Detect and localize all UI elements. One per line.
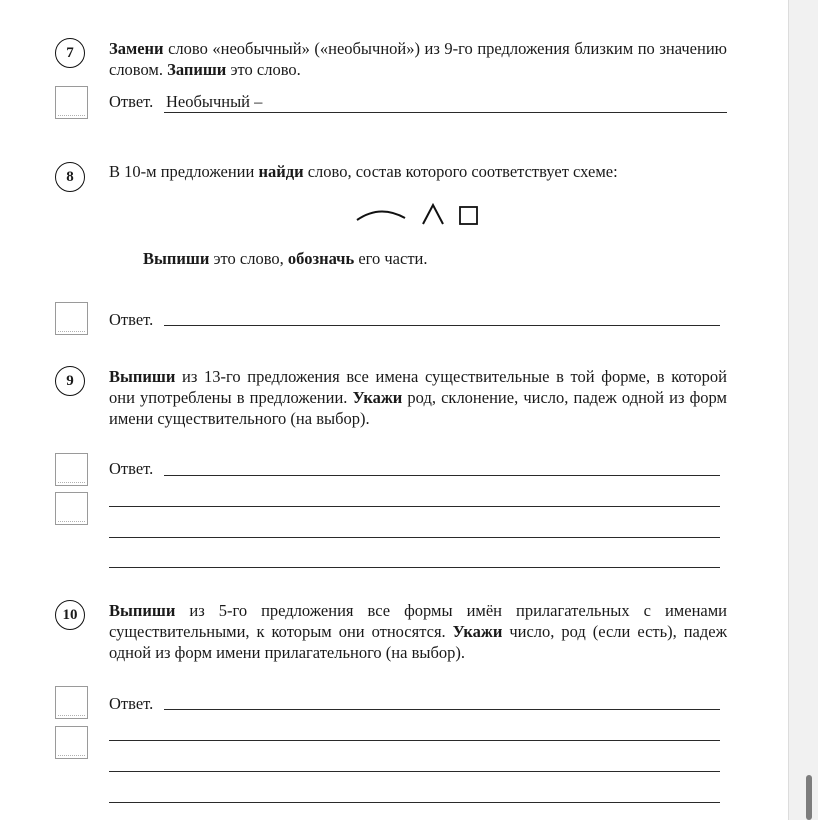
q8-text-part1: В 10-м предложении — [109, 162, 259, 181]
q9-answer-line-3[interactable] — [109, 537, 720, 538]
q8-verb-find: найди — [258, 162, 304, 181]
question-8-number-text: 8 — [66, 168, 74, 185]
question-9-text — [109, 366, 727, 429]
q9-verb-indicate: Укажи — [352, 388, 403, 407]
q8-verb-copy: Выпиши — [143, 249, 210, 268]
q8-answer-line[interactable] — [164, 325, 720, 326]
ending-square-icon — [460, 207, 477, 224]
q10-score-box-2[interactable] — [55, 726, 88, 759]
q8-score-box[interactable] — [55, 302, 88, 335]
q10-answer-label: Ответ. — [109, 694, 154, 713]
q7-answer-value: Необычный – — [166, 92, 263, 111]
question-10-text — [109, 600, 727, 663]
q10-answer-line-4[interactable] — [109, 802, 720, 803]
q7-answer-line[interactable] — [164, 112, 727, 113]
q7-answer-label: Ответ. — [109, 92, 154, 111]
q9-answer-label: Ответ. — [109, 459, 154, 478]
question-10-number — [55, 600, 85, 630]
q7-verb-write: Запиши — [167, 60, 227, 79]
q10-answer-line-1[interactable] — [164, 709, 720, 710]
q9-score-box-1[interactable] — [55, 453, 88, 486]
q9-score-box-2[interactable] — [55, 492, 88, 525]
q7-verb-replace: Замени — [109, 39, 164, 58]
q10-text-part1: из 5-го предложения все формы имён прилагательных с именами существительными, к которым они относятся. — [109, 601, 727, 641]
scrollbar-thumb[interactable] — [806, 775, 812, 820]
q9-verb-copy: Выпиши — [109, 367, 176, 386]
q10-text-part2: число, род (если есть), падеж одной из форм имени прилагательного (на выбор). — [109, 622, 727, 662]
question-9-number-text: 9 — [66, 372, 74, 389]
q7-score-box[interactable] — [55, 86, 88, 119]
q10-verb-copy: Выпиши — [109, 601, 176, 620]
q8-answer-label: Ответ. — [109, 310, 154, 329]
q9-answer-line-1[interactable] — [164, 475, 720, 476]
q9-answer-line-4[interactable] — [109, 567, 720, 568]
q10-score-box-1[interactable] — [55, 686, 88, 719]
q8-instruction — [143, 249, 428, 269]
question-10-number-text: 10 — [62, 606, 78, 623]
question-7-text — [109, 38, 727, 80]
q10-verb-indicate: Укажи — [452, 622, 503, 641]
q10-answer-line-3[interactable] — [109, 771, 720, 772]
q9-text-part2: род, склонение, число, падеж одной из форм имени существительного (на выбор). — [109, 388, 727, 428]
q10-answer-line-2[interactable] — [109, 740, 720, 741]
q8-instruction-part2: его части. — [354, 249, 428, 268]
q9-answer-line-2[interactable] — [109, 506, 720, 507]
question-7-number-text: 7 — [66, 44, 74, 61]
q8-text-part2: слово, состав которого соответствует схеме: — [303, 162, 618, 181]
q7-text-part1: слово «необычный» («необычной») из 9-го предложения близким по значению словом. — [109, 39, 727, 79]
question-9-number — [55, 366, 85, 396]
question-7-number — [55, 38, 85, 68]
suffix-wedge-icon — [423, 205, 443, 224]
question-8-number — [55, 162, 85, 192]
morpheme-scheme — [355, 200, 485, 230]
q8-instruction-part1: это слово, — [209, 249, 288, 268]
q8-verb-mark: обозначь — [287, 249, 355, 268]
question-8-text — [109, 161, 727, 182]
arc-root-icon — [357, 211, 405, 220]
q9-text-part1: из 13-го предложения все имена существительные в той форме, в которой они употреблены в предложении. — [109, 367, 727, 407]
q7-text-part2: это слово. — [226, 60, 301, 79]
